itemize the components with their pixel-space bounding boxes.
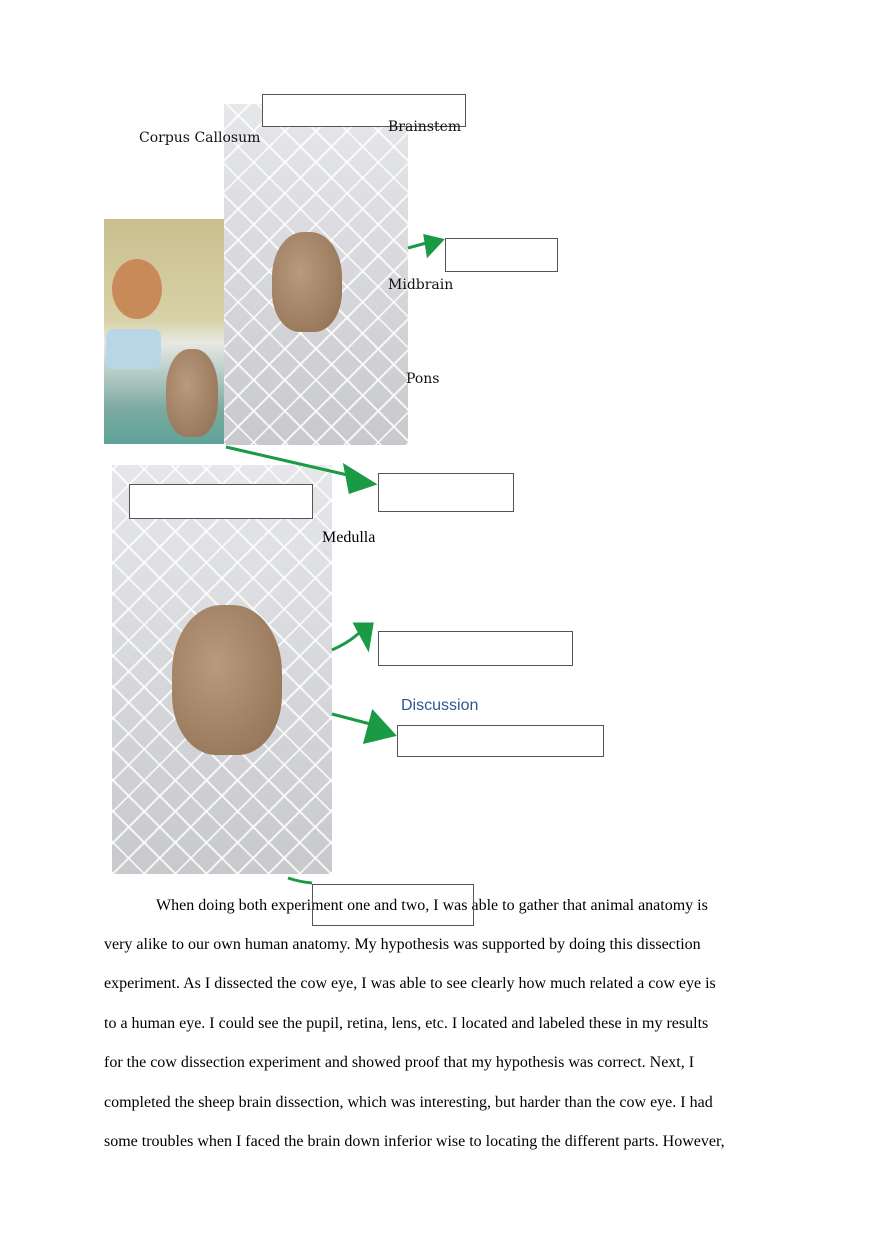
paragraph-line: some troubles when I faced the brain down inferior wise to locating the different parts. However, — [104, 1133, 725, 1150]
arrow-head-icon — [365, 712, 394, 742]
label-medulla: Medulla — [322, 529, 376, 546]
label-box — [378, 473, 514, 512]
arrow-bottom — [288, 878, 312, 883]
label-box — [445, 238, 558, 272]
label-box — [397, 725, 604, 757]
paragraph-line: to a human eye. I could see the pupil, retina, lens, etc. I located and labeled these in my results — [104, 1015, 709, 1032]
label-box-overlay — [312, 884, 474, 926]
label-box — [129, 484, 313, 519]
section-heading-discussion: Discussion — [401, 697, 479, 714]
paragraph-line: very alike to our own human anatomy. My hypothesis was supported by doing this dissection — [104, 936, 701, 953]
label-box — [378, 631, 573, 666]
paragraph-line: for the cow dissection experiment and showed proof that my hypothesis was correct. Next, I — [104, 1054, 695, 1071]
label-brainstem: Brainstem — [388, 119, 462, 135]
arrow-head-icon — [345, 466, 374, 492]
paragraph-line: experiment. As I dissected the cow eye, I was able to see clearly how much related a cow eye is — [104, 975, 716, 992]
label-midbrain: Midbrain — [388, 277, 454, 293]
arrow-medulla — [332, 632, 360, 650]
paragraph-line: When doing both experiment one and two, I was able to gather that animal anatomy is — [156, 897, 708, 914]
paragraph-line: completed the sheep brain dissection, which was interesting, but harder than the cow eye. I had — [104, 1094, 713, 1111]
label-pons: Pons — [406, 371, 440, 387]
arrow-head-icon — [425, 236, 442, 255]
arrow-pons — [226, 447, 352, 476]
label-corpus-callosum: Corpus Callosum — [139, 130, 261, 146]
